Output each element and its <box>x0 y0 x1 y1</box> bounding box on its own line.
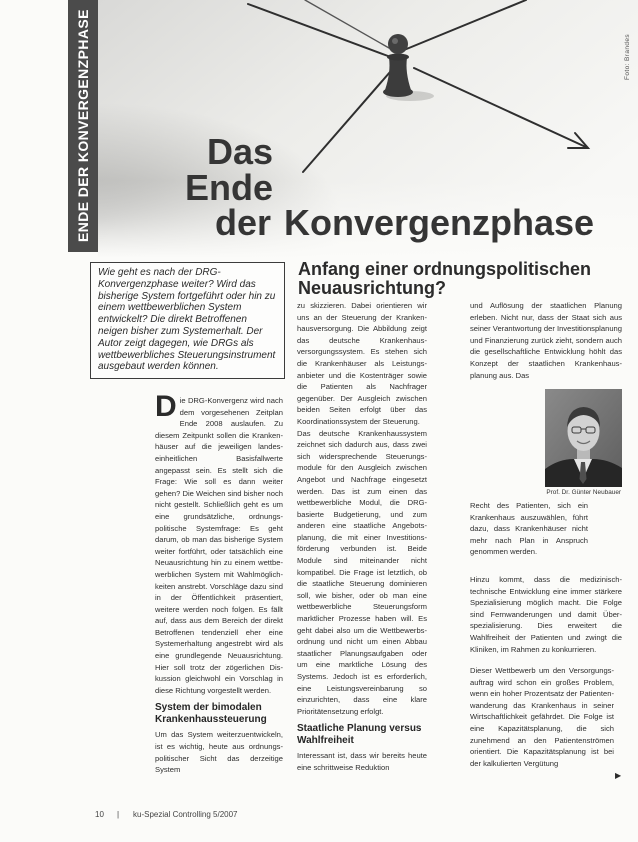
side-label: ENDE DER KONVERGENZPHASE <box>75 9 91 243</box>
col1-paragraph-1-text: ie DRG-Konvergenz wird nach dem vorgesehenen Zeitplan Ende 2008 auslaufen. Zu diesem Zeitpunkt sollen die Krankenhäuser auf die jeweiligen landeseinheitlichen Basisfallwerte angepasst sein. Es stellt sich die Frage: Wie soll es dann weiter gehen? Die Weichen sind bisher noch nicht gestellt. Schließlich geht es um eine grundsätzliche, ordnungspolitische Systemfrage: Es geht darum, ob man das bisherige System weiter fortführt, oder tatsächlich eine Neuausrichtung hin zu einem wettbewerblichen System mit Wahlmöglichkeiten anstrebt. Vorschläge dazu sind in der Öffentlichkeit präsentiert, weitere werden noch folgen. Es fällt auf, dass aus dem Bereich der direkt Betroffenen tendenziell eher eine Systemerhaltung angestrebt wird als eine grundlegende Neuausrichtung. Hier soll trotz der zögerlichen Diskussion gleichwohl ein Vorschlag in diese Richtung vorgestellt werden. <box>155 396 283 695</box>
side-bar <box>68 0 98 252</box>
col3-paragraph-4: Dieser Wettbewerb um den Versorgungsauftrag wird schon ein großes Problem, wenn ein hoher Prozentsatz der Patientenwanderung das Krankenhaus in seiner Wirtschaftlichkeit gefährdet. Die Folge ist eine Kapazitätsplanung, die sich zunehmend an den Patientenströmen orientiert. Die Kapazitätsplanung ist bei der kalkulierten Vergütung <box>470 666 614 768</box>
title-line-2: Ende <box>184 167 273 208</box>
col3-paragraph-1: und Auflösung der staatlichen Planung erleben. Nicht nur, dass der Staat sich aus seiner Verantwortung der Investitionsplanung und Finanzierung zurück zieht, sondern auch die gesellschaftliche Entwicklung höhlt das Konzept der staatlichen Krankenhausplanung aus. Das <box>470 301 622 380</box>
col2-paragraph-2: Das deutsche Krankenhaussystem zeichnet sich dadurch aus, dass zwei sich widersprechende Steuerungsmodule für den Ausgleich zwischen Angebot und Nachfrage eingesetzt werden. Das ist zum einen das wettbewerbliche Modul, die DRG-basierte Budgetierung, und zum anderen eine staatliche Angebotsplanung, die mit einer Investitionsförderung verbunden ist. Beide Module sind miteinander nicht kompatibel. Die Frage ist letztlich, ob die staatliche Steuerung dominieren soll, wie bisher, oder ob man eine wettbewerbliche Steuerungsform marktlicher Prozesse haben will. Es geht dabei also um die Wettbewerbsordnung und nicht um einen Abbau staatlicher Planungsaufgaben oder um eine marktliche Lösung des Systems. Jedoch ist es erforderlich, eine Leistungsvereinbarung so einzurichten, dass eine klare Prioritätensetzung erfolgt. <box>297 428 427 716</box>
title-line-3-right: Konvergenzphase <box>284 202 595 243</box>
portrait-caption: Prof. Dr. Günter Neubauer <box>546 489 621 496</box>
intro-box: Wie geht es nach der DRG-Konvergenzphase weiter? Wird das bisherige System fortgeführt oder hin zu einem wettbewerblichen System entwickelt? Die direkt Betroffenen neigen bisher zum Systemerhalt. Der Autor zeigt dagegen, wie DRGs als wettbewerbliches Steuerungsinstrument ausgebaut werden können. <box>90 262 285 379</box>
col2-paragraph-3: Interessant ist, dass wir bereits heute eine schrittweise Reduktion <box>297 751 427 772</box>
col1-subheading: System der bimodalen Krankenhaussteuerung <box>155 702 267 725</box>
col3-paragraph-2: Recht des Patienten, sich ein Krankenhaus auszuwählen, führt dazu, dass Krankenhäuser nicht mehr nach Plan in Anspruch genommen werden. <box>470 501 588 557</box>
drop-cap: D <box>155 395 177 423</box>
col2-subheading: Staatliche Planung versus Wahlfreiheit <box>297 723 422 746</box>
text-column-3-part-4 <box>470 665 614 789</box>
text-column-2 <box>297 300 427 808</box>
page-number: 10 <box>95 810 104 819</box>
footer-separator: | <box>117 810 120 819</box>
text-column-1 <box>155 395 283 807</box>
author-portrait-photo <box>545 389 622 487</box>
text-column-3-part-3 <box>470 574 622 655</box>
title-line-1: Das <box>206 131 273 172</box>
publication-name: ku-Spezial Controlling 5/2007 <box>133 810 238 819</box>
col1-paragraph-2: Um das System weiterzuentwickeln, ist es wichtig, heute aus ordnungspolitischer Sicht das derzeitige System <box>155 730 283 775</box>
title-line-3-left: der <box>214 202 271 243</box>
col3-paragraph-3: Hinzu kommt, dass die medizinisch-technische Entwicklung eine immer stärkere Spezialisierung möglich macht. Die Folge sind Fernwanderungen und damit Überspezialisierung. Dies erweitert die Wahlfreiheit der Patienten und zwingt die Kliniken, im Rahmen zu konkurrieren. <box>470 575 622 654</box>
col2-paragraph-1: zu skizzieren. Dabei orientieren wir uns an der Steuerung der Krankenhausversorgung. Die Abbildung zeigt das deutsche Krankenhausversorgungssystem. Es stehen sich die Krankenhäuser als Leistungsanbieter und die Kostenträger sowie die Patienten als Nachfrager gegenüber. Der Ausgleich zwischen beiden Seiten erfolgt über das Koordinationssystem der Steuerung. <box>297 301 427 426</box>
continue-arrow-icon: ▶ <box>615 771 622 780</box>
photo-credit: Foto: Brandes <box>624 33 631 80</box>
text-column-3-top <box>470 300 622 386</box>
section-heading: Anfang einer ordnungspolitischen Neuausrichtung? <box>298 259 592 298</box>
text-column-3-part-2 <box>470 500 588 558</box>
col1-paragraph-1 <box>155 395 283 696</box>
